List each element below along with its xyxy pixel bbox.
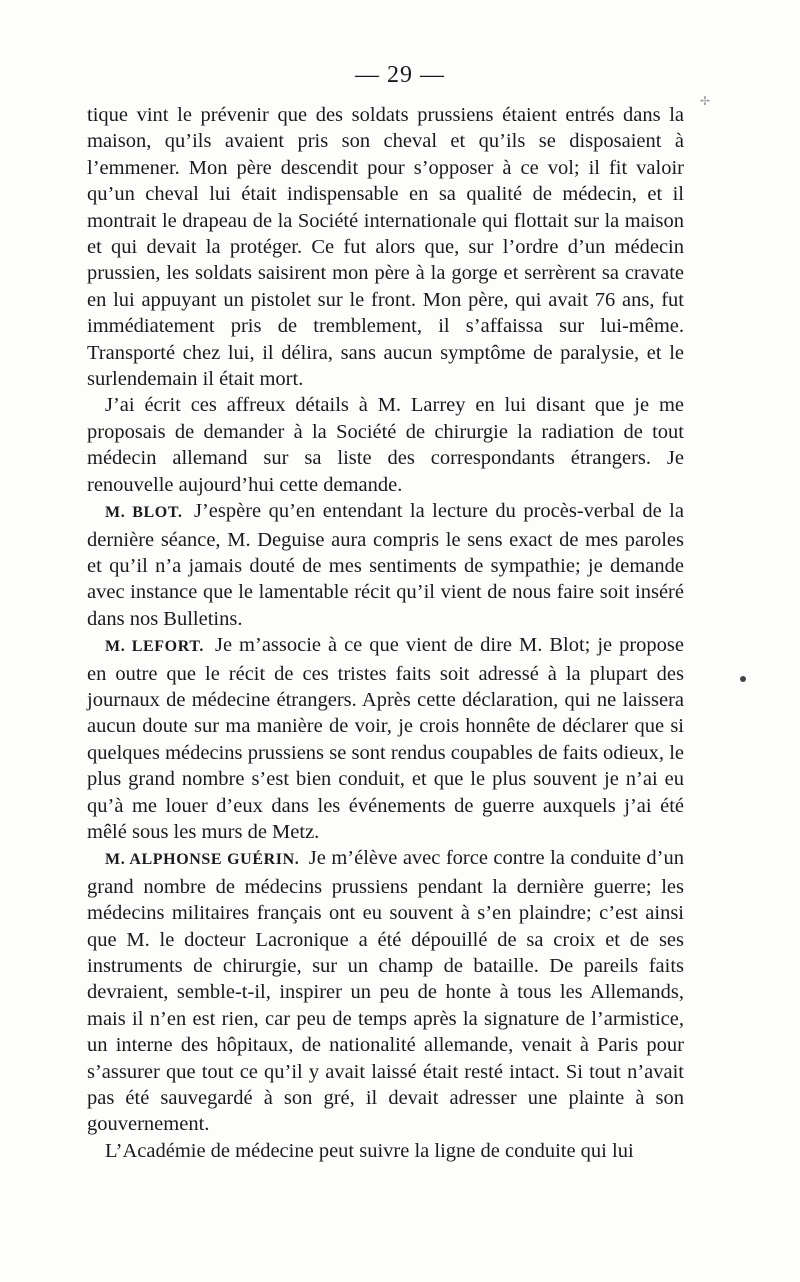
paragraph: [87, 632, 684, 845]
paragraph-text: Je m’élève avec force contre la conduite d’un grand nombre de médecins prussiens pendant la dernière guerre; les médecins militaires français ont eu souvent à s’en plaindre; c’est ainsi que M. le docteur Lacronique a été dépouillé de sa croix et de ses instruments de chirurgie, sur un champ de bataille. De pareils faits devraient, semble-t-il, inspirer un peu de honte à tous les Allemands, mais il n’en est rien, car peu de temps après la signature de l’armistice, un interne des hôpitaux, de nationalité allemande, venait à Paris pour s’assurer que tout ce qu’il y avait laissé était resté intact. Si tout n’avait pas été sauvegardé à son gré, il devait adresser une plainte à son gouvernement.: [87, 847, 684, 1136]
print-speck-icon: [740, 676, 746, 682]
paragraph-text: J’espère qu’en entendant la lecture du procès-verbal de la dernière séance, M. Deguise aura compris le sens exact de mes paroles et qu’il n’a jamais douté de mes sentiments de sympathie; je demande avec instance que le lamentable récit qu’il vient de nous faire soit inséré dans nos Bulletins.: [87, 500, 684, 630]
page-number: — 29 —: [355, 62, 445, 88]
paragraph: [87, 392, 684, 498]
paragraph: [87, 498, 684, 632]
print-speck-icon: ✢: [700, 94, 711, 108]
paragraph: [87, 102, 684, 392]
paragraph-text: Je m’associe à ce que vient de dire M. Blot; je propose en outre que le récit de ces tristes faits soit adressé à la plupart des journaux de médecine étrangers. Après cette déclaration, qui ne laissera aucun doute sur ma manière de voir, je crois honnête de déclarer que si quelques médecins prussiens se sont rendus coupables de faits odieux, le plus grand nombre s’est bien conduit, et que le plus souvent je n’ai eu qu’à me louer d’eux dans les événements de guerre auxquels j’ai été mêlé sous les murs de Metz.: [87, 634, 684, 843]
speaker-name: M. LEFORT.: [105, 638, 204, 656]
speaker-name: M. BLOT.: [105, 504, 183, 522]
paragraph-text: L’Académie de médecine peut suivre la ligne de conduite qui lui: [105, 1139, 634, 1162]
body-text: [87, 102, 684, 1164]
speaker-name: M. ALPHONSE GUÉRIN.: [105, 851, 300, 869]
paragraph-text: tique vint le prévenir que des soldats prussiens étaient entrés dans la maison, qu’ils avaient pris son cheval et qu’ils se disposaient à l’emmener. Mon père descendit pour s’opposer à ce vol; il fit valoir qu’un cheval lui était indispensable en sa qualité de médecin, et il montrait le drapeau de la Société internationale qui flottait sur la maison et qui devait la protéger. Ce fut alors que, sur l’ordre d’un médecin prussien, les soldats saisirent mon père à la gorge et serrèrent sa cravate en lui appuyant un pistolet sur le front. Mon père, qui avait 76 ans, fut immédiatement pris de tremblement, il s’affaissa sur lui-même. Transporté chez lui, il délira, sans aucun symptôme de paralysie, et le surlendemain il était mort.: [87, 104, 684, 391]
paragraph-text: J’ai écrit ces affreux détails à M. Larrey en lui disant que je me proposais de demander à la Société de chirurgie la radiation de tout médecin allemand sur sa liste des correspondants étrangers. Je renouvelle aujourd’hui cette demande.: [87, 394, 684, 496]
paragraph: [87, 845, 684, 1137]
paragraph: [87, 1138, 684, 1164]
